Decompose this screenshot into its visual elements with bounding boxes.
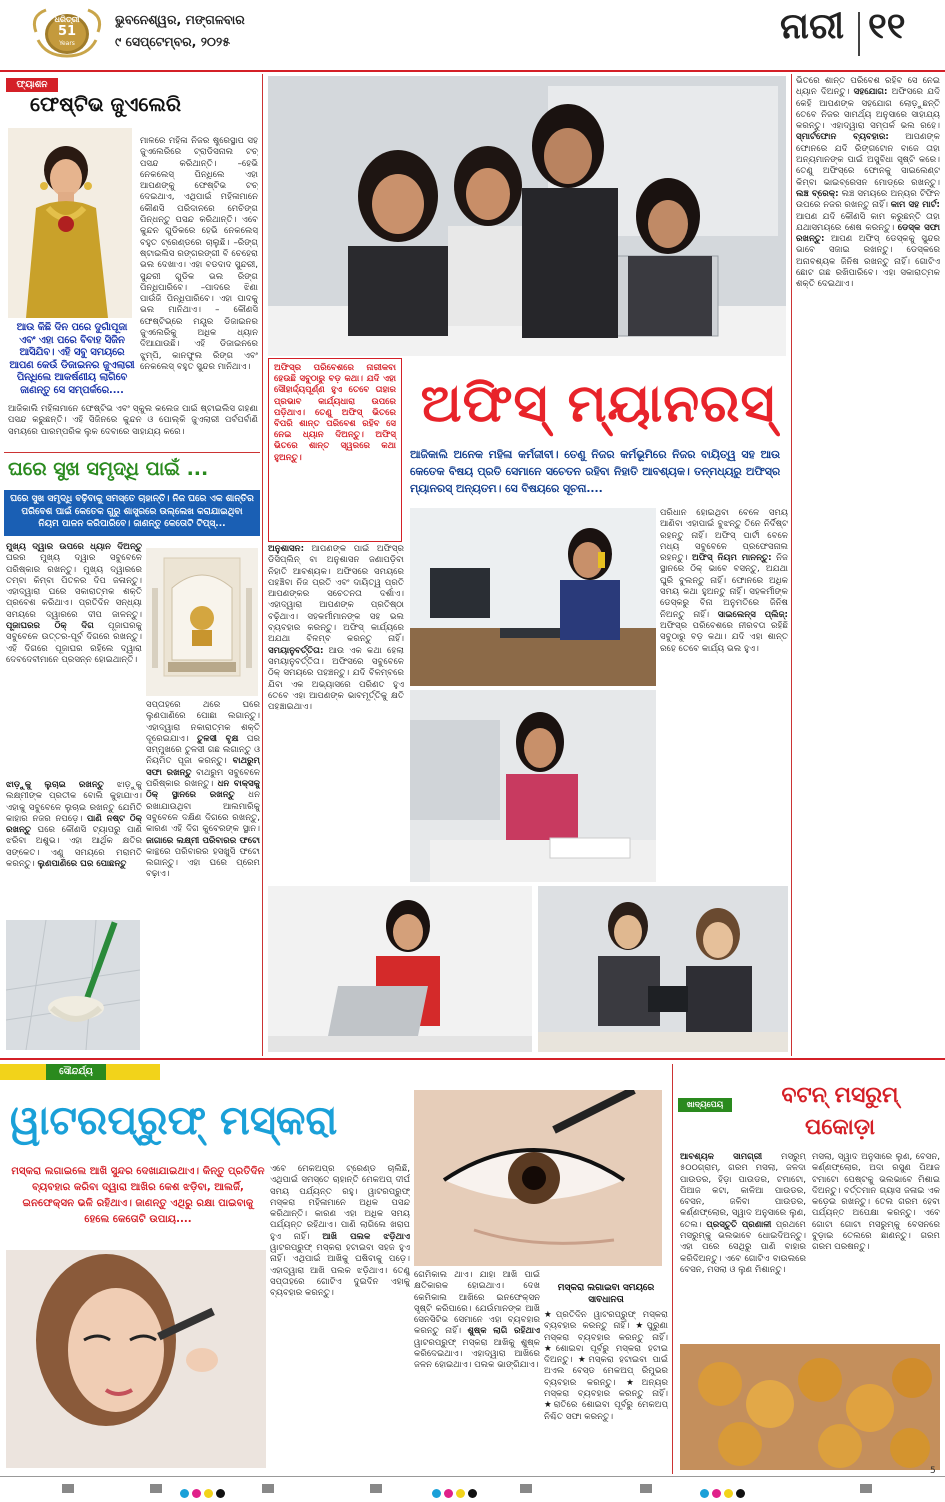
jewelry-lead-text: [8, 404, 258, 444]
woman-writing-photo: [410, 690, 656, 882]
jewelry-column-text: ମାଳରେ ମହିଳା ନିଜର ଷ୍ଟ୍ରେସ୍ଥାପ ସହ ଜୁଏଲେରିରେ ଟ୍ରାଡିସନାଲ ଟଚ୍ ପସନ୍ଦ କରିଥାନ୍ତି। –ହେଭି ନେକଲେସ୍ ପିନ୍ଧିଲେ ଏହା ଆପଣଙ୍କୁ ଫେଷ୍ଟିଭ ଟଚ୍ ଦେଇଥାଏ, ଏଥିପାଇଁ ମହିଳାମାନେ କୌଣସି ପରିଦାନରେ ମେଚିଙ୍ଗ ପିନ୍ଧନ୍ତୁ ପସନ୍ଦ କରିଥାନ୍ତି। ଏବେ କୁନ୍ଦନ ଗୁଡିକରେ ହେଭି ନେକଲେସ୍ ବହୁତ ଟ୍ରେଣ୍ଡରେ ଚାଲୁଛି। –ରିଙ୍ଗ୍ ଷ୍ଟାଇଲିସ ରଙ୍ଗରଙ୍ଗୀ ବି ଚେହେରା ଭଲ ଦେଖାଏ। ଏହା ବଡଦାଦ ସୁନ୍ଦରୀ, ସୁନ୍ଦରୀ ଗୁଡିକ ଭଲ ରିଙ୍ଗ ପିନ୍ଧିପାରିବେ। –ପାଦରେ ଝିଣା ପାଉଁଜି ପିନ୍ଧିପାରିବେ। ଏହା ପାଦକୁ ଭଲ ମାନିଥାଏ। – କୌଣସି ଫେଷ୍ଟିଭ୍ରେ ମୟୂର ଡିଜାଇନର ଜୁଏଲେରିକୁ ଅଧିକ ଧ୍ୟାନ ଦିଆଯାଉଛି। ଏହି ଡିଜାଇନରେ ଝୁମ୍ପି, କାନଫୁଲ ରିଙ୍ଗ ଏବଂ ନେକଲେସ୍ ବହୁତ ସୁନ୍ଦର ମାନିଥାଏ।: [140, 136, 258, 372]
vastu-column-c: [146, 700, 260, 1052]
recipe-tag: [678, 1098, 732, 1112]
woman-on-phone-photo: [410, 508, 656, 686]
logo-years-label: Years: [59, 40, 75, 47]
mascara-deck: ମସ୍କରା ଲଗାଇଲେ ଆଖି ସୁନ୍ଦର ଦେଖାଯାଇଥାଏ। କିନ୍ତୁ ପ୍ରତିଦିନ ବ୍ୟବହାର କରିବା ଦ୍ୱାରା ଆଖିର କେଶ ଝଡ଼ିବା, ଆଲର୍ଜି, ଇନଫେକ୍ସନ ଭଳି ରହିଥାଏ। ଜାଣନ୍ତୁ ଏଥିରୁ ରକ୍ଷା ପାଇବାକୁ ହେଲେ କେତୋଟି ଉପାୟ....: [11, 1166, 265, 1225]
eye-mascara-photo: [414, 1090, 662, 1266]
recipe-title-line-1: ବଟନ୍ ମସରୁମ୍: [781, 1083, 899, 1108]
mascara-tag-label: ସୌନ୍ଦର୍ଯ୍ୟ: [59, 1067, 93, 1077]
jewelry-tag-label: ଫ୍ୟାଶନ: [16, 80, 48, 90]
grey-swatch: [860, 1484, 872, 1493]
office-deck: ଆଜିକାଲି ଅନେକ ମହିଳା କର୍ମଜୀବୀ। ତେଣୁ ନିଜର କର୍ମଭୂମିରେ ନିଜର ବାୟିତ୍ୱ ସହ ଆଉ କେତେକ ବିଷୟ ପ୍ରତି ସେମାନେ ସଚେତନ ରହିବା ନିହାତି ଆବଶ୍ୟକ। ତନ୍ମଧ୍ୟରୁ ଅଫିସ୍‌ର ମ୍ୟାନରସ୍ ଅନ୍ୟତମ। ସେ ବିଷୟରେ ସୂଚନା....: [410, 448, 780, 495]
footer-registration-marks: [0, 1482, 945, 1496]
vastu-column-a: [6, 542, 142, 778]
office-team-photo: [268, 76, 786, 356]
recipe-column-1: [680, 1152, 806, 1340]
footer-rule: [0, 1476, 945, 1477]
jewelry-model-photo: [8, 128, 132, 318]
mopping-floor-photo: [6, 920, 140, 1050]
office-column-3: [796, 76, 940, 1052]
mascara-column-1: [270, 1164, 410, 1464]
office-quote-box: [268, 358, 402, 542]
mascara-col1-text: ଏବେ ମେକଅପ୍‌ର ଟ୍ରେଣ୍ଡ ଚାଲିଛି, ଏଥିପାଇଁ ସମସ୍ତେ ଚାହାନ୍ତି ମେକଅପ୍ ଦୀର୍ଘ ସମୟ ପର୍ଯ୍ୟନ୍ତ ରହୁ। ୱାଟରପ୍ରୁଫ୍ ମସ୍କରା ମହିଳାମାନେ ଅଧିକ ପସନ୍ଦ କରିଥାନ୍ତି। କାରଣ ଏହା ଅଧିକ ସମୟ ପର୍ଯ୍ୟନ୍ତ ରହିଥାଏ। ପାଣି ଲାଗିଲେ ଖରାପ ହୁଏ ନାହିଁ। ଆଖି ପଲକ ଝଡ଼ିଥାଏ ୱାଟରପ୍ରୁଫ୍ ମସ୍କରା ହଟାଇବା ସହଜ ହୁଏ ନାହିଁ। ଏଥିପାଇଁ ଆଖିକୁ ଘଷିବାକୁ ପଡ଼େ। ଏହାଦ୍ୱାରା ଆଖି ପଲକ ଝଡ଼ିଥାଏ। ତେଣୁ ସପ୍ତାହରେ ଗୋଟିଏ ଦୁଇଦିନ ଏହାକୁ ବ୍ୟବହାର କରନ୍ତୁ।: [270, 1164, 410, 1299]
logo-text: ଧରିତ୍ରୀ: [54, 15, 80, 24]
mascara-column-3: [544, 1270, 668, 1466]
mascara-column-2: [414, 1270, 540, 1466]
right-column-divider: [791, 74, 792, 1056]
vastu-intro-text: ଘରେ ସୁଖ ସମୃଦ୍ଧି ବଢ଼ିବାକୁ ସମସ୍ତେ ଚାହାନ୍ତି। ନିଜ ଘରେ ଏକ ଶାନ୍ତିର ପରିବେଶ ପାଇଁ କେତେକ ଗୁରୁ ଶାସ୍ତ୍ରରେ ଉଲ୍ଲେଖ କରାଯାଇଥିବା ନିୟମ ପାଳନ କରିପାରିବେ। ଜାଣନ୍ତୁ କେତୋଟି ଟିପ୍ସ୍...: [10, 494, 254, 529]
jewelry-bottom-rule: [4, 452, 260, 453]
mushroom-pakoda-photo: [680, 1344, 940, 1470]
date-line-2: ୯ ସେପ୍ଟେମ୍ବର, ୨୦୨୫: [115, 34, 231, 49]
office-quote-text: ଅଫିସ୍‌ର ପରିବେଶରେ ନାରୀକବା ହେଉଛି ସବୁଠାରୁ ବଡ଼ କଥା। ଯଦି ଏହା ସୌହାର୍ଦ୍ଦ୍ୟପୂର୍ଣ୍ଣ ହୁଏ ତେବେ ତାହାର ପ୍ରଭାବ କାର୍ଯ୍ୟଧାରା ଉପରେ ପଡ଼ିଥାଏ। ତେଣୁ ଅଫିସ୍ ଭିତରେ ବିପରି ଶାନ୍ତ ପରିବେଶ ରହିବ ସେ ନେଇ ଧ୍ୟାନ ଦିଅନ୍ତୁ। ଅଫିସ୍ ଭିତରେ ଶାନ୍ତ ସ୍ୱରରେ କଥା ହୁଅନ୍ତୁ।: [274, 363, 396, 463]
puja-room-photo: [146, 548, 258, 696]
header-separator: [858, 12, 860, 56]
mascara-tips-title: ମସ୍କରା ଲଗାଇବା ସମୟରେ ସାବଧାନତା: [557, 1283, 655, 1305]
cmyk-dots: [180, 1483, 228, 1502]
masthead: [0, 0, 945, 70]
date-line-1: ଭୁବନେଶ୍ୱର, ମଙ୍ଗଳବାର: [115, 12, 245, 27]
mascara-top-rule: [0, 1058, 945, 1060]
jewelry-lead-paragraph: ଆଜିକାଲି ମହିଳାମାନେ ଫେଷ୍ଟିଭ ଏବଂ ସ୍କୁଲ କଲେଜ ପାଇଁ ଷ୍ଟାଇଲିସ ଗହଣା ପସନ୍ଦ କରୁଛନ୍ତି। ଏହି ସିଜିନରେ କୁନ୍ଦନ ଓ ପୋଲ୍କି ଜୁଏଲାରୀ ପର୍ବପର୍ବାଣି ସମୟରେ ପାରମ୍ପରିକ ଲୁକ ଦେବାରେ ସାହାଯ୍ୟ କରେ।: [8, 404, 258, 437]
left-column-divider: [262, 74, 263, 1056]
woman-laptop-photo: [268, 886, 532, 1052]
footer-page-number: 5: [930, 1466, 936, 1476]
vastu-intro-band: [4, 490, 260, 536]
page-number: ୧୧: [868, 6, 906, 47]
jewelry-tag: [6, 78, 58, 92]
colleagues-tablet-photo: [538, 886, 788, 1052]
recipe-col2-text: ମସଲା, ସ୍ୱାଦ ଅନୁସାରେ ଲୁଣ, ବେସନ, କର୍ଣ୍ଣଫ୍ଲୋର, ଅଦା ରସୁଣ ପିଆଜ ଟମାଟୋ ପେଷ୍ଟକୁ ଭଲଭାବେ ମିଶାଇ ଦିଅନ୍ତୁ। ବର୍ତ୍ତମାନ ଗ୍ୟାସ ଜଳାଇ ଏକ କଡ଼େଇ ରଖନ୍ତୁ। ତେଲ ଗରମ ହେବା ପର୍ଯ୍ୟନ୍ତ ଅପେକ୍ଷା କରନ୍ତୁ। ଏବେ ଗୋଟା ଗୋଟା ମସରୁମ୍‌କୁ ବେସନରେ ବୁଡ଼ାଇ ତେଲରେ ଛାଣନ୍ତୁ। ଗରମ ଗରମ ପରଷନ୍ତୁ।: [812, 1152, 940, 1253]
mascara-title: ୱାଟରପ୍ରୁଫ୍ ମସ୍କରା: [10, 1098, 338, 1144]
cmyk-dots: [700, 1483, 748, 1502]
jewelry-title: ଫେଷ୍ଟିଭ ଜୁଏଲେରି: [30, 92, 182, 116]
grey-swatch: [370, 1484, 382, 1493]
jewelry-article-column: [140, 136, 258, 436]
office-col3-text: ଭିତରେ ଶାନ୍ତ ପରିବେଶ ରହିବ ସେ ନେଇ ଧ୍ୟାନ ଦିଅନ୍ତୁ। ସହଯୋଗ: ଅଫିସରେ ଯଦି କେହି ଆପଣଙ୍କ ସହଯୋଗ ଲୋଡ଼ୁଛନ୍ତି ତେବେ ନିଜର ସାମର୍ଥ୍ୟ ଅନୁସାରେ ସାହାଯ୍ୟ କରନ୍ତୁ। ଏହାଦ୍ୱାରା ସମ୍ପର୍କ ଭଲ ରହେ। ସ୍ମାର୍ଟଫୋନ ବ୍ୟବହାର: ଆପଣଙ୍କ ଫୋନରେ ଯଦି ରିଙ୍ଗଟୋନ ବାଜେ ତାହା ଅନ୍ୟମାନଙ୍କ ପାଇଁ ଅସୁବିଧା ସୃଷ୍ଟି କରେ। ତେଣୁ ଅଫିସ୍‌ରେ ଫୋନକୁ ସାଇଲେଣ୍ଟ କିମ୍ବା ଭାଇବ୍ରେସନ ମୋଡ୍‌ରେ ରଖନ୍ତୁ। ଲଞ୍ଚ ବ୍ରେକ୍: ଲଞ୍ଚ ସମୟରେ ଅନ୍ୟର ଟିଫିନ ଉପରେ ନଜର ରଖନ୍ତୁ ନାହିଁ। କାମ ସହ ମାର୍ଟ: ଆପଣ ଯଦି କୌଣସି କାମ କରୁଛନ୍ତି ତାହା ଯଥାସମୟରେ ଶେଷ କରନ୍ତୁ। ଡେସ୍କ ସଫା ରଖନ୍ତୁ: ଆପଣ ଅଫିସ୍ ଡେସ୍କକୁ ସୁନ୍ଦର ଭାବେ ସଜାଇ ରଖନ୍ତୁ। ଡେସ୍କରେ ଅନାବଶ୍ୟକ ଜିନିଷ ରଖନ୍ତୁ ନାହିଁ। ଗୋଟିଏ ଛୋଟ ଗଛ ରଖିପାରିବେ। ଏହା ସକାରାତ୍ମକ ଶକ୍ତି ଦେଇଥାଏ।: [796, 76, 940, 290]
grey-swatch: [62, 1484, 74, 1493]
recipe-column-2: [812, 1152, 940, 1340]
logo-years-number: 51: [57, 24, 77, 39]
mascara-tips-text: ★ପ୍ରତିଦିନ ୱାଟରପ୍ରୁଫ୍ ମସ୍କରା ବ୍ୟବହାର କରନ୍ତୁ ନାହିଁ। ★ପୁରୁଣା ମସ୍କରା ବ୍ୟବହାର କରନ୍ତୁ ନାହିଁ। ★ଶୋଇବା ପୂର୍ବରୁ ମସ୍କରା ହଟାଇ ଦିଅନ୍ତୁ। ★ମସ୍କରା ହଟାଇବା ପାଇଁ ଅଏଲ ବେସ୍ଡ ମେକଅପ୍ ରିମୁଭର ବ୍ୟବହାର କରନ୍ତୁ। ★ଅନ୍ୟର ମସ୍କରା ବ୍ୟବହାର କରନ୍ତୁ ନାହିଁ। ★ରାତିରେ ଶୋଇବା ପୂର୍ବରୁ ମେକଅପ୍ ନିଶ୍ଚିତ ସଫା କରନ୍ତୁ।: [544, 1310, 668, 1422]
office-title: ଅଫିସ୍ ମ୍ୟାନରସ୍: [420, 374, 776, 434]
office-column-1: [268, 544, 404, 884]
mascara-col2-text: ଗେମିକାଲ ଥାଏ। ଯାହା ଆଖି ପାଇଁ କ୍ଷତିକାରକ ହୋଇଥାଏ। ଦେଖ କେମିକାଲ ଆଖିରେ ଇନଫେକ୍ସନ ସୃଷ୍ଟି କରିପାରେ। ଯେଉଁମାନଙ୍କ ଆଖି ସେନସିଟିଭ ସେମାନେ ଏହା ବ୍ୟବହାର କରନ୍ତୁ ନାହିଁ। ଶୁଷ୍କ ଲାଗି ରହିଥାଏ ୱାଟରପ୍ରୁଫ୍ ମସ୍କରା ଆଖିକୁ ଶୁଷ୍କ କରିଦେଇଥାଏ। ଏହାଦ୍ୱାରା ଆଖିରେ ଜଳନ ହୋଇଥାଏ। ପଲକ ଭାଙ୍ଗିଯାଏ।: [414, 1270, 540, 1371]
office-column-2: [660, 508, 788, 880]
jewelry-caption: ଆଉ କିଛି ଦିନ ପରେ ଦୁର୍ଗାପୂଜା ଏବଂ ଏହା ପରେ ବିବାହ ସିଜିନ ଆସିଯିବ। ଏହି ସବୁ ସମୟରେ ଆପଣ କେଉଁ ଡିଜାଇନର ଜୁଏଲାରୀ ପିନ୍ଧିଲେ ଆକର୍ଷଣୀୟ ଲାଗିବେ ଜାଣନ୍ତୁ ସେ ସମ୍ପର୍କରେ....: [9, 322, 135, 396]
grey-swatch: [520, 1484, 532, 1493]
office-col1-text: ଅନୁଶାସନ: ଆପଣଙ୍କ ପାଇଁ ଅଫିସ୍‌ର ଡିସିପ୍ଲିନ୍ ବା ଅନୁଶାସନ ଜଣାପଡ଼ିବା ନିହାତି ଆବଶ୍ୟକ। ଅଫିସରେ ସମୟରେ ପହଞ୍ଚିବା ନିଜ ପ୍ରତି ଏବଂ ଦାୟିତ୍ୱ ପ୍ରତି ଆପଣଙ୍କର ସଚେତନତା ଦର୍ଶାଏ। ଏହାଦ୍ୱାରା ଆପଣଙ୍କ ପ୍ରତିଷ୍ଠା ବଢ଼ିଥାଏ। ସହକର୍ମୀମାନଙ୍କ ସହ ଭଲ ବ୍ୟବହାର କରନ୍ତୁ। ଅଫିସ୍ କାର୍ଯ୍ୟରେ ଅଯଥା ବିଳମ୍ବ କରନ୍ତୁ ନାହିଁ। ସମୟାନୁବର୍ତ୍ତିତା: ଆଉ ଏକ କଥା ହେଲା ସମୟାନୁବର୍ତ୍ତିତା। ଅଫିସରେ ସବୁବେଳେ ଠିକ୍ ସମୟରେ ପହଞ୍ଚନ୍ତୁ। ଯଦି ବିଳମ୍ବରେ ଯିବା ଏକ ଅଭ୍ୟାସରେ ପରିଣତ ହୁଏ ତେବେ ଏହା ଆପଣଙ୍କ ଭାବମୂର୍ତ୍ତିକୁ କ୍ଷତି ପହଞ୍ଚାଇଥାଏ।: [268, 544, 404, 713]
header-rule: [0, 70, 945, 72]
vastu-column-b: [6, 780, 142, 916]
grey-swatch: [262, 1484, 274, 1493]
woman-applying-mascara-photo: [6, 1250, 266, 1468]
recipe-divider: [672, 1064, 673, 1474]
vastu-text-c: ସପ୍ତାହରେ ଥରେ ଘରେ ଲୁଣପାଣିରେ ପୋଛା ଲଗାନ୍ତୁ। ଏହାଦ୍ୱାରା ନକାରାତ୍ମକ ଶକ୍ତି ଦୂରେଇଯାଏ। ତୁଳସୀ ବୃକ୍ଷ ଘର ସମ୍ମୁଖରେ ତୁଳସୀ ଗଛ ଲଗାନ୍ତୁ ଓ ନିୟମିତ ପୂଜା କରନ୍ତୁ। ବାଥରୁମ୍ ସଫା ରଖନ୍ତୁ ବାଥରୁମ ସବୁବେଳେ ପରିଷ୍କାର ରଖନ୍ତୁ। ଧନ ବାକ୍ସକୁ ଠିକ୍ ସ୍ଥାନରେ ରଖନ୍ତୁ ଧନ ରଖାଯାଉଥିବା ଆଲମାରିକୁ ସବୁବେଳେ ଦକ୍ଷିଣ ଦିଗରେ ରଖନ୍ତୁ, କାରଣ ଏହି ଦିଗ କୁବେରଙ୍କ ସ୍ଥାନ। ଜାଗାରେ ଲକ୍ଷ୍ମୀ ପରିବାରର ଫଟୋ କାନ୍ଥରେ ପରିବାରର ହସଖୁସି ଫଟୋ ଲଗାନ୍ତୁ। ଏହା ଘରେ ପ୍ରେମ ବଢ଼ାଏ।: [146, 700, 260, 880]
recipe-title-line-2: ପକୋଡ଼ା: [804, 1115, 876, 1140]
mascara-tag: [46, 1064, 106, 1080]
grey-swatch: [150, 1484, 162, 1493]
office-col2-text: ପରିଧାନ ହୋଇଥିବା ବେଳେ ସମୟ ଆଣିବା ଏହାପାଇଁ ବୁଝନ୍ତୁ ତିନେ ନିର୍ଦିଷ୍ଟ ରହନ୍ତୁ ନାହିଁ। ଅଫିସ୍ ପାର୍ଟୀ ବେଳେ ମଧ୍ୟ ସବୁବେଳେ ପ୍ରଫେସନାଲ ରହନ୍ତୁ। ଅଫିସ୍ ନିୟମ ମାନନ୍ତୁ: ନିଜ ସ୍ଥାନରେ ଠିକ୍ ଭାବେ ବସନ୍ତୁ, ଅଯଥା ଘୁରି ବୁଲନ୍ତୁ ନାହିଁ। ଫୋନରେ ଅଧିକ ସମୟ କଥା ହୁଅନ୍ତୁ ନାହିଁ। ସହକର୍ମୀଙ୍କ ଡେସ୍କରୁ ବିନା ଅନୁମତିରେ ଜିନିଷ ନିଅନ୍ତୁ ନାହିଁ। ସାଇଲେନ୍ସ ପ୍ଲିଜ୍: ଅଫିସ୍‌ର ପରିବେଶରେ ନୀରବତା ରହିଛି ସବୁଠାରୁ ବଡ଼ କଥା। ଯଦି ଏହା ଶାନ୍ତ ରହେ ତେବେ କାର୍ଯ୍ୟ ଭଲ ହୁଏ।: [660, 508, 788, 654]
grey-swatch: [640, 1484, 652, 1493]
anniversary-logo: [26, 6, 108, 58]
vastu-title: ଘରେ ସୁଖ ସମୃଦ୍ଧି ପାଇଁ ...: [8, 458, 209, 480]
cmyk-dots: [432, 1483, 480, 1502]
recipe-tag-label: ଖାଦ୍ୟପେୟ: [686, 1100, 724, 1109]
vastu-text-b: ଝାଡ଼ୁକୁ ଲୁଚାଇ ରଖନ୍ତୁ ଝାଡ଼ୁକୁ ଲକ୍ଷ୍ମୀଙ୍କ ପ୍ରତୀକ ବୋଲି କୁହାଯାଏ। ଏହାକୁ ସବୁବେଳେ ଲୁଚାଇ ରଖନ୍ତୁ ଯେମିତି କାହାର ନଜର ନପଡ଼େ। ପାଣି ନଷ୍ଟ ଠିକ୍ ରଖନ୍ତୁ ଘରେ କୌଣସି ଟ୍ୟାପରୁ ପାଣି ଝରିବା ଅଶୁଭ। ଏହା ଆର୍ଥିକ କ୍ଷତିର ସଙ୍କେତ। ଏଣୁ ସମୟରେ ମରାମତି କରନ୍ତୁ। ଲୁଣପାଣିରେ ଘର ପୋଛନ୍ତୁ: [6, 780, 142, 870]
vastu-text-a: ମୁଖ୍ୟ ଦ୍ୱାର ଉପରେ ଧ୍ୟାନ ଦିଅନ୍ତୁ ଘରର ମୁଖ୍ୟ ଦ୍ୱାର ସବୁବେଳେ ପରିଷ୍କାର ରଖନ୍ତୁ। ମୁଖ୍ୟ ଦ୍ୱାରରେ ତମ୍ବା କିମ୍ବା ପିତଳର ଦିପ ଜଳାନ୍ତୁ। ଏହାଦ୍ୱାରା ଘରେ ସକାରାତ୍ମକ ଶକ୍ତି ପ୍ରବେଶ କରିଥାଏ। ପ୍ରତିଦିନ ସନ୍ଧ୍ୟା ସମୟରେ ଦ୍ୱାରରେ ଦୀପ ଜାଳନ୍ତୁ। ପୂଜାଘରର ଠିକ୍ ଦିଗ ପୂଜାଘରକୁ ସବୁବେଳେ ଉତ୍ତର-ପୂର୍ବ ଦିଗରେ ରଖନ୍ତୁ। ଏହି ଦିଗରେ ପୂଜାଘର ରହିଲେ ଦ୍ୱାରା ଦେବଦେବୀମାନେ ପ୍ରସନ୍ନ ହୋଇଥାନ୍ତି।: [6, 542, 142, 665]
recipe-col1-text: ଆବଶ୍ୟକ ସାମଗ୍ରୀ ମସରୁମ୍ ୫୦୦ଗ୍ରାମ୍, ଗରମ ମସଲା, ଜଳଦା ପାଉଡର, ହିଡ଼ା ପାଉଡର, ଟମାଟୋ, ପିଆଜ କଟା, କାଳିଆ ପାଉଡର, ବେସନ, ଜଳିବା ପାଉଡର, କର୍ଣ୍ଣଫ୍ଲୋର, ସ୍ୱାଦ ଅନୁସାରେ ଲୁଣ, ତେଲ। ପ୍ରସ୍ତୁତି ପ୍ରଣାଳୀ ପ୍ରଥମେ ମସରୁମ୍‌କୁ ଭଲଭାବେ ଧୋଇଦିଅନ୍ତୁ। ଏହା ପରେ ସେଥିରୁ ପାଣି ବାହାର କରିଦିଅନ୍ତୁ। ଏବେ ଗୋଟିଏ ବାଉଲରେ ବେସନ, ମସଲା ଓ ଲୁଣ ମିଶାନ୍ତୁ।: [680, 1152, 806, 1275]
section-name: ନାରୀ: [780, 6, 845, 47]
